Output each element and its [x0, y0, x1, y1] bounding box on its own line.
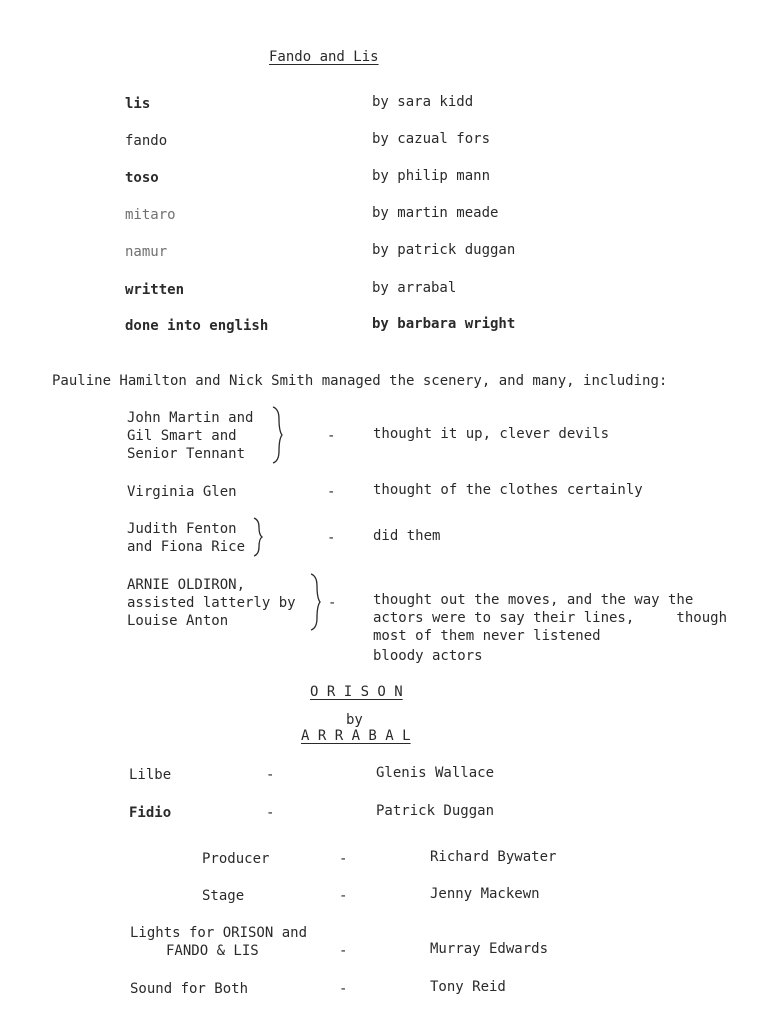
- cast-name: Patrick Duggan: [376, 803, 495, 819]
- credit-name: by sara kidd: [372, 94, 474, 110]
- staff-dash: -: [339, 981, 348, 997]
- crew-desc: thought out the moves, and the way the: [373, 592, 694, 608]
- crew-desc: most of them never listened: [373, 628, 601, 644]
- staff-name: Richard Bywater: [430, 849, 557, 865]
- crew-person: Judith Fenton: [127, 521, 237, 537]
- brace-icon: [308, 572, 322, 632]
- crew-desc: did them: [373, 528, 441, 544]
- crew-person: ARNIE OLDIRON,: [127, 577, 246, 593]
- credit-role: written: [125, 282, 185, 298]
- staff-name: Jenny Mackewn: [430, 886, 540, 902]
- staff-dash: -: [339, 851, 348, 867]
- credit-name: by cazual fors: [372, 131, 491, 147]
- crew-desc: thought of the clothes certainly: [373, 482, 643, 498]
- staff-dash: -: [339, 888, 348, 904]
- staff-name: Tony Reid: [430, 979, 506, 995]
- credit-name: by arrabal: [372, 280, 457, 296]
- cast-name: Glenis Wallace: [376, 765, 495, 781]
- credit-role: done into english: [125, 318, 269, 334]
- crew-person: and Fiona Rice: [127, 539, 246, 555]
- credit-role: fando: [125, 133, 168, 149]
- cast-dash: -: [266, 767, 275, 783]
- credit-role: namur: [125, 244, 168, 260]
- credit-role: lis: [125, 96, 151, 112]
- fando-title: Fando and Lis: [269, 49, 379, 65]
- crew-desc: actors were to say their lines, though: [373, 610, 728, 626]
- credit-role: mitaro: [125, 207, 176, 223]
- staff-name: Murray Edwards: [430, 941, 549, 957]
- credit-name: by barbara wright: [372, 316, 516, 332]
- brace-icon: [270, 405, 284, 465]
- staff-role: Stage: [202, 888, 245, 904]
- cast-role: Lilbe: [129, 767, 172, 783]
- credit-name: by philip mann: [372, 168, 491, 184]
- crew-dash: -: [328, 595, 337, 611]
- crew-person: Senior Tennant: [127, 446, 246, 462]
- scenery-line: Pauline Hamilton and Nick Smith managed the scenery, and many, including:: [52, 373, 668, 389]
- orison-author: A R R A B A L: [301, 728, 411, 744]
- crew-person: Louise Anton: [127, 613, 229, 629]
- credit-name: by patrick duggan: [372, 242, 516, 258]
- staff-dash: -: [339, 943, 348, 959]
- crew-person: Virginia Glen: [127, 484, 237, 500]
- crew-person: John Martin and: [127, 410, 254, 426]
- crew-desc: bloody actors: [373, 648, 483, 664]
- staff-role: Lights for ORISON and: [130, 925, 308, 941]
- staff-role: Producer: [202, 851, 270, 867]
- crew-dash: -: [327, 428, 336, 444]
- orison-by: by: [346, 712, 363, 728]
- crew-desc: thought it up, clever devils: [373, 426, 610, 442]
- credit-role: toso: [125, 170, 159, 186]
- crew-dash: -: [327, 484, 336, 500]
- credit-name: by martin meade: [372, 205, 499, 221]
- crew-dash: -: [327, 530, 336, 546]
- crew-person: assisted latterly by: [127, 595, 296, 611]
- cast-dash: -: [266, 805, 275, 821]
- cast-role: Fidio: [129, 805, 172, 821]
- orison-title: O R I S O N: [310, 684, 403, 700]
- crew-person: Gil Smart and: [127, 428, 237, 444]
- staff-role: FANDO & LIS: [166, 943, 259, 959]
- staff-role: Sound for Both: [130, 981, 249, 997]
- brace-icon: [252, 516, 264, 558]
